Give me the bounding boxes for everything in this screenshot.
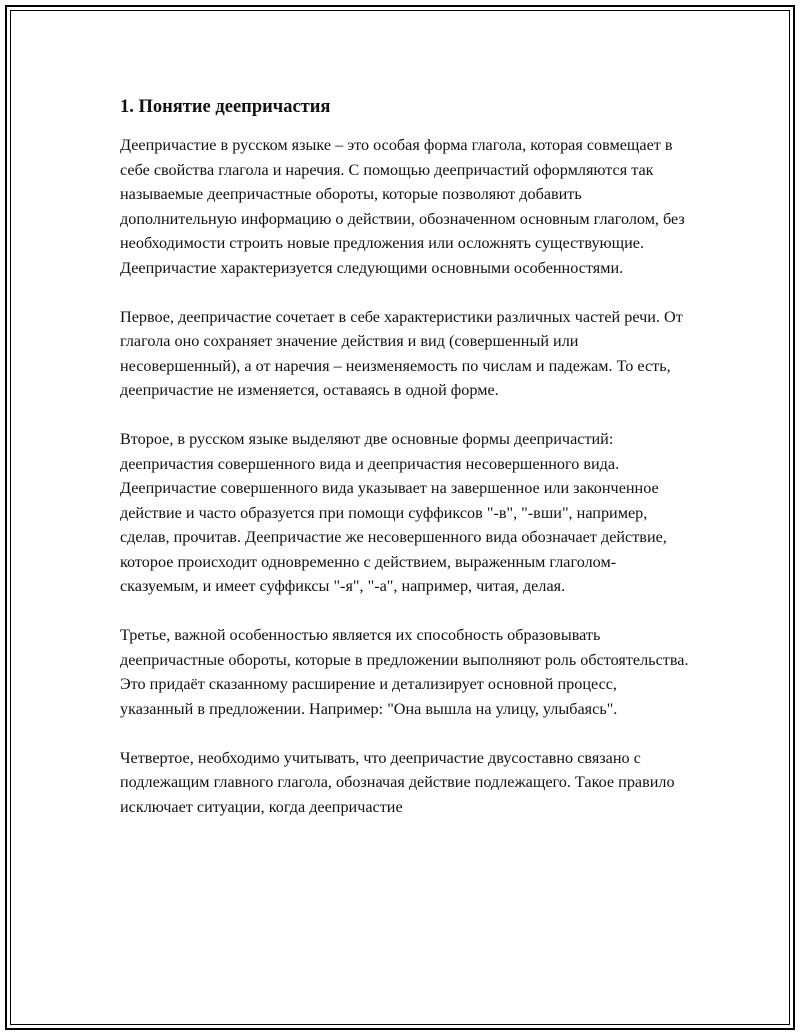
page-border (5, 5, 795, 1030)
paragraph-fourth-feature: Четвертое, необходимо учитывать, что деепричастие двусоставно связано с подлежащим главного глагола, обозначая действие подлежащего. Такое правило исключает ситуации, когда деепричастие (120, 748, 675, 816)
paragraph-definition: Деепричастие в русском языке – это особая форма глагола, которая совмещает в себе свойства глагола и наречия. С помощью деепричастий оформляются так называемые деепричастные обороты, которые позволяют добавить дополнительную информацию о действии, обозначенном основным глаголом, без необходимости строить новые предложения или осложнять существующие. Деепричастие характеризуется следующими основными особенностями. (120, 136, 685, 277)
paragraph-third-feature: Третье, важной особенностью является их способность образовывать деепричастные обороты, которые в предложении выполняют роль обстоятельства. Это придаёт сказанному расширение и детализирует основной процесс, указанный в предложении. Например: "Она вышла на улицу, улыбаясь". (120, 626, 689, 718)
document-body (120, 95, 690, 844)
section-heading: 1. Понятие деепричастия (120, 97, 331, 117)
paragraph-first-feature: Первое, деепричастие сочетает в себе характеристики различных частей речи. От глагола оно сохраняет значение действия и вид (совершенный или несовершенный), а от наречия – неизменяемость по числам и падежам. То есть, деепричастие не изменяется, оставаясь в одной форме. (120, 307, 683, 399)
paragraph-second-feature: Второе, в русском языке выделяют две основные формы деепричастий: деепричастия совершенного вида и деепричастия несовершенного вида. Деепричастие совершенного вида указывает на завершенное или законченное действие и часто образуется при помощи суффиксов "-в", "-вши", например, сделав, прочитав. Деепричастие же несовершенного вида обозначает действие, которое происходит одновременно с действием, выраженным глаголом-сказуемым, и имеет суффиксы "-я", "-а", например, читая, делая. (120, 430, 667, 595)
